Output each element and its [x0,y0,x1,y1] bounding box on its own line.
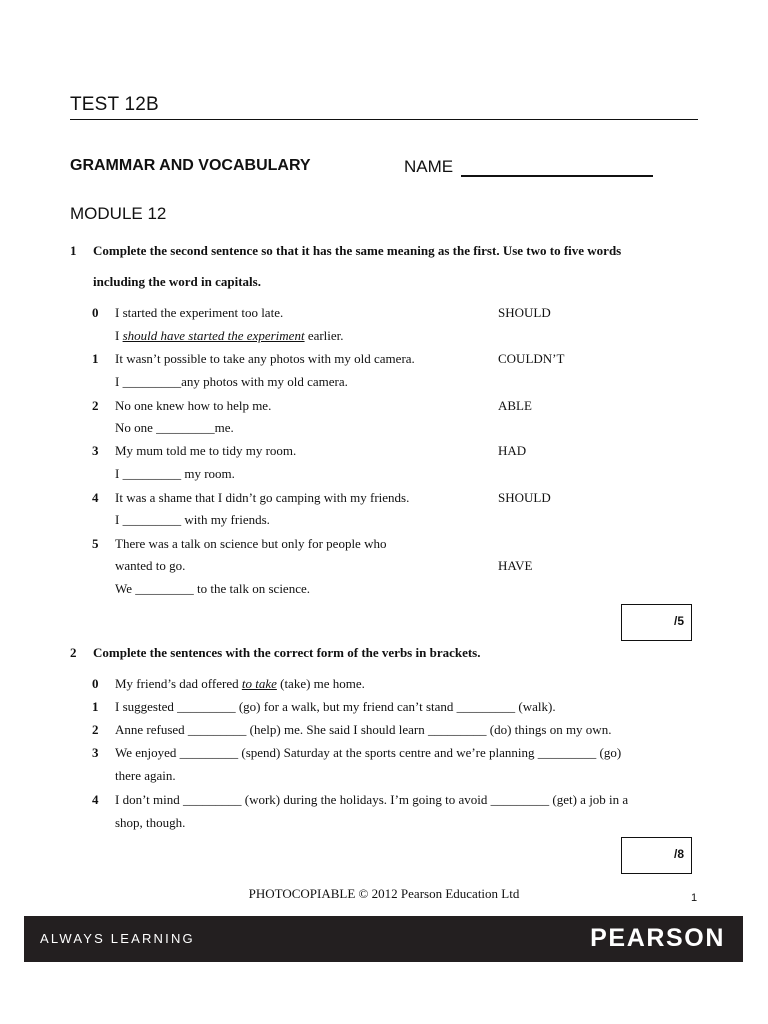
keyword: SHOULD [498,305,551,320]
gap-sentence[interactable]: I suggested _________ (go) for a walk, but my friend can’t stand _________ (walk). [115,699,556,714]
first-sentence: No one knew how to help me. [115,398,272,413]
question-instruction: Complete the second sentence so that it has the same meaning as the first. Use two to five words [93,243,622,258]
module-title: MODULE 12 [70,204,167,223]
item-number: 0 [92,305,99,320]
keyword: COULDN’T [498,351,565,366]
score-total: /8 [673,847,684,861]
first-sentence: There was a talk on science but only for people who [115,536,387,551]
question-instruction: Complete the sentences with the correct form of the verbs in brackets. [93,645,481,660]
sentence-text: (take) me home. [276,676,365,691]
question-instruction: including the word in capitals. [93,274,261,289]
copyright-notice: PHOTOCOPIABLE © 2012 Pearson Education Ltd [248,886,520,901]
name-answer-line [461,175,653,177]
item-number: 1 [92,699,99,714]
gap-sentence-continued: there again. [115,768,176,783]
first-sentence: My mum told me to tidy my room. [115,443,297,458]
sentence-text: I [115,328,123,343]
score-total: /5 [673,614,684,628]
item-number: 4 [92,792,99,807]
example-answer-sentence [115,328,344,344]
example-answer: should have started the experiment [122,328,305,343]
title-divider [70,119,698,120]
item-number: 2 [92,722,99,737]
gap-sentence[interactable]: No one _________me. [115,420,234,435]
gap-sentence[interactable]: I _________ my room. [115,466,235,481]
sentence-text: My friend’s dad offered [115,676,242,691]
keyword: HAVE [498,558,533,573]
item-number: 2 [92,398,99,413]
example-sentence [115,676,365,692]
page-number: 1 [691,892,698,904]
keyword: SHOULD [498,490,551,505]
test-title: TEST 12B [70,94,159,115]
first-sentence: It wasn’t possible to take any photos with my old camera. [115,351,415,366]
gap-sentence[interactable]: I _________any photos with my old camera. [115,374,348,389]
keyword: HAD [498,443,527,458]
sentence-text: earlier. [304,328,344,343]
first-sentence: It was a shame that I didn’t go camping with my friends. [115,490,410,505]
first-sentence: I started the experiment too late. [115,305,284,320]
gap-sentence[interactable]: We _________ to the talk on science. [115,581,310,596]
item-number: 1 [92,351,99,366]
section-title: GRAMMAR AND VOCABULARY [70,157,311,174]
question-number: 2 [70,645,77,660]
pearson-logo: PEARSON [590,924,725,952]
keyword: ABLE [498,398,532,413]
item-number: 0 [92,676,99,691]
gap-sentence[interactable]: I _________ with my friends. [115,512,270,527]
item-number: 4 [92,490,99,505]
gap-sentence[interactable]: We enjoyed _________ (spend) Saturday at the sports centre and we’re planning _________ (go) [115,745,622,760]
example-answer: to take [241,676,277,691]
item-number: 5 [92,536,99,551]
item-number: 3 [92,745,99,760]
first-sentence-continued: wanted to go. [115,558,186,573]
item-number: 3 [92,443,99,458]
score-box[interactable] [621,604,692,641]
gap-sentence[interactable]: Anne refused _________ (help) me. She said I should learn _________ (do) things on my own. [115,722,612,737]
gap-sentence-continued: shop, though. [115,815,186,830]
name-label: NAME [404,157,454,176]
question-number: 1 [70,243,77,258]
banner-tagline: ALWAYS LEARNING [40,931,195,946]
gap-sentence[interactable]: I don’t mind _________ (work) during the holidays. I’m going to avoid _________ (get) a job in a [115,792,629,807]
brand-banner [24,916,743,962]
score-box[interactable] [621,837,692,874]
